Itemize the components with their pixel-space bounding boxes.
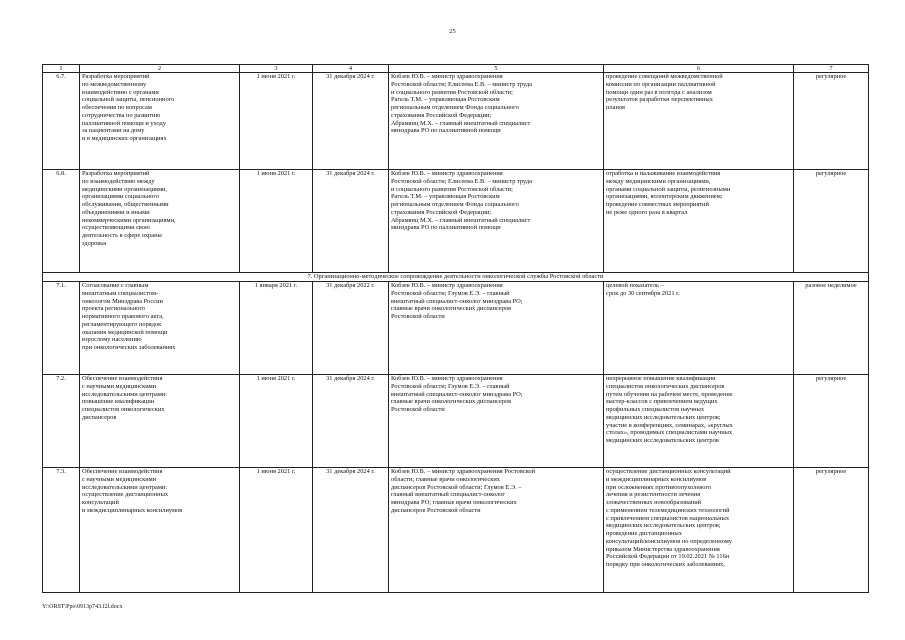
measures-table: [42, 64, 869, 593]
responsible-text: Кобзев Ю.В. – министр здравоохранения Ростовской области; главные врачи онкологических диспансеров Ростовской области; Глумов Е.Э. – главный внештатный специалист-онколог минздрава РО; главные врачи онкологических диспансеров Ростовской области: [389, 468, 604, 593]
task-text: Обеспечение взаимодействия с научными медицинскими исследовательскими центрами: осуществление дистанционных консультаций и междисциплинарных консилиумов: [80, 468, 240, 593]
periodicity: регулярное: [794, 375, 869, 468]
item-number: 7.1.: [43, 282, 80, 375]
responsible-text: Кобзев Ю.В. – министр здравоохранения Ростовской области; Глумов Е.Э. – главный внештатный специалист-онколог минздрава РО; главные врачи онкологических диспансеров Ростовской области: [389, 375, 604, 468]
start-date: 1 июня 2021 г.: [240, 375, 313, 468]
column-number: 6: [604, 65, 794, 73]
table-row: [43, 282, 869, 375]
item-number: 6.8.: [43, 170, 80, 273]
result-text: осуществление дистанционных консультаций и междисциплинарных консилиумов при осложнениях противоопухолевого лечения и резистентности лечения злокачественных новообразований с применением телемедицинских технологий с привлечением специалистов национальных медицинских исследовательских центров; проведение дистанционных консультаций/консилиумов по определенному приказом Министерства здравоохранения Российской Федерации от 19.02.2021 № 116н порядку при онкологических заболеваниях,: [604, 468, 794, 593]
result-text: целевой показатель – срок до 30 сентября 2021 г.: [604, 282, 794, 375]
table-row: [43, 73, 869, 170]
table-row: [43, 468, 869, 593]
task-text: Разработка мероприятий по взаимодействию между медицинскими организациями, организациями социального обслуживания, общественными объединениями и иными некоммерческими организациями, осуществляющими свою деятельность в сфере охраны здоровья: [80, 170, 240, 273]
result-text: проведение совещаний межведомственной комиссии по организации паллиативной помощи один раз в полгода с анализом результатов разработки перспективных планов: [604, 73, 794, 170]
start-date: 1 июня 2021 г.: [240, 468, 313, 593]
responsible-text: Кобзев Ю.В. – министр здравоохранения Ростовской области; Глумов Е.Э. – главный внештатный специалист-онколог минздрава РО; главные врачи онкологических диспансеров Ростовской области: [389, 282, 604, 375]
periodicity: разовое неделимое: [794, 282, 869, 375]
column-number: 1: [43, 65, 80, 73]
task-text: Разработка мероприятий по межведомственному взаимодействию с органами социальной защиты, пенсионного обеспечения по вопросам сотрудничества по развитию паллиативной помощи и уходу за пациентами на дому и в медицинских организациях: [80, 73, 240, 170]
responsible-text: Кобзев Ю.В. – министр здравоохранения Ростовской области; Елисеева Е.В. – министр труда и социального развития Ростовской области; Рагель Т.М. – управляющая Ростовским региональным отделением Фонда социального страхования Российской Федерации; Абрамянц М.Х. – главный внештатный специалист минздрава РО по паллиативной помощи: [389, 73, 604, 170]
section-row: [43, 273, 869, 282]
column-number: 5: [389, 65, 604, 73]
table-row: [43, 375, 869, 468]
end-date: 31 декабря 2022 г.: [313, 282, 389, 375]
item-number: 7.3.: [43, 468, 80, 593]
periodicity: регулярное: [794, 468, 869, 593]
column-number: 4: [313, 65, 389, 73]
page-number: 25: [449, 28, 456, 35]
column-number-row: [43, 65, 869, 73]
task-text: Обеспечение взаимодействия с научными медицинскими исследовательскими центрами: повышение квалификации специалистов онкологических диспансеров: [80, 375, 240, 468]
task-text: Согласование с главным внештатным специалистом- онкологом Минздрава России проекта регионального нормативного правового акта, регламентирующего порядок оказания медицинской помощи взрослому населению при онкологических заболеваниях: [80, 282, 240, 375]
end-date: 31 декабря 2024 г.: [313, 468, 389, 593]
end-date: 31 декабря 2024 г.: [313, 170, 389, 273]
end-date: 31 декабря 2024 г.: [313, 375, 389, 468]
column-number: 2: [80, 65, 240, 73]
column-number: 7: [794, 65, 869, 73]
file-path-footer: Y:\ORST\Ppo\0913p743.f2l.docx: [42, 604, 123, 610]
start-date: 1 июня 2021 г.: [240, 170, 313, 273]
section-title: 7. Организационно-методическое сопровождение деятельности онкологической службы Ростовской области: [43, 273, 869, 282]
responsible-text: Кобзев Ю.В. – министр здравоохранения Ростовской области; Елисеева Е.В. – министр труда и социального развития Ростовской области; Рагель Т.М. – управляющая Ростовским региональным отделением Фонда социального страхования Российской Федерации; Абрамянц М.Х. – главный внештатный специалист минздрава РО по паллиативной помощи: [389, 170, 604, 273]
start-date: 1 января 2021 г.: [240, 282, 313, 375]
start-date: 1 июня 2021 г.: [240, 73, 313, 170]
result-text: непрерывное повышение квалификации специалистов онкологических диспансеров путем обучения на рабочем месте, проведение мастер-классов с привлечением ведущих профильных специалистов научных медицинских исследовательских центров; участие в конференциях, семинарах, «круглых столах», проводимых специалистами научных медицинских исследовательских центров: [604, 375, 794, 468]
item-number: 6.7.: [43, 73, 80, 170]
item-number: 7.2.: [43, 375, 80, 468]
periodicity: регулярное: [794, 73, 869, 170]
table-row: [43, 170, 869, 273]
end-date: 31 декабря 2024 г.: [313, 73, 389, 170]
column-number: 3: [240, 65, 313, 73]
result-text: отработка и налаживание взаимодействия между медицинскими организациями, органами социальной защиты, религиозными организациями, волонтерским движением; проведение совместных мероприятий не реже одного раза в квартал: [604, 170, 794, 273]
periodicity: регулярное: [794, 170, 869, 273]
